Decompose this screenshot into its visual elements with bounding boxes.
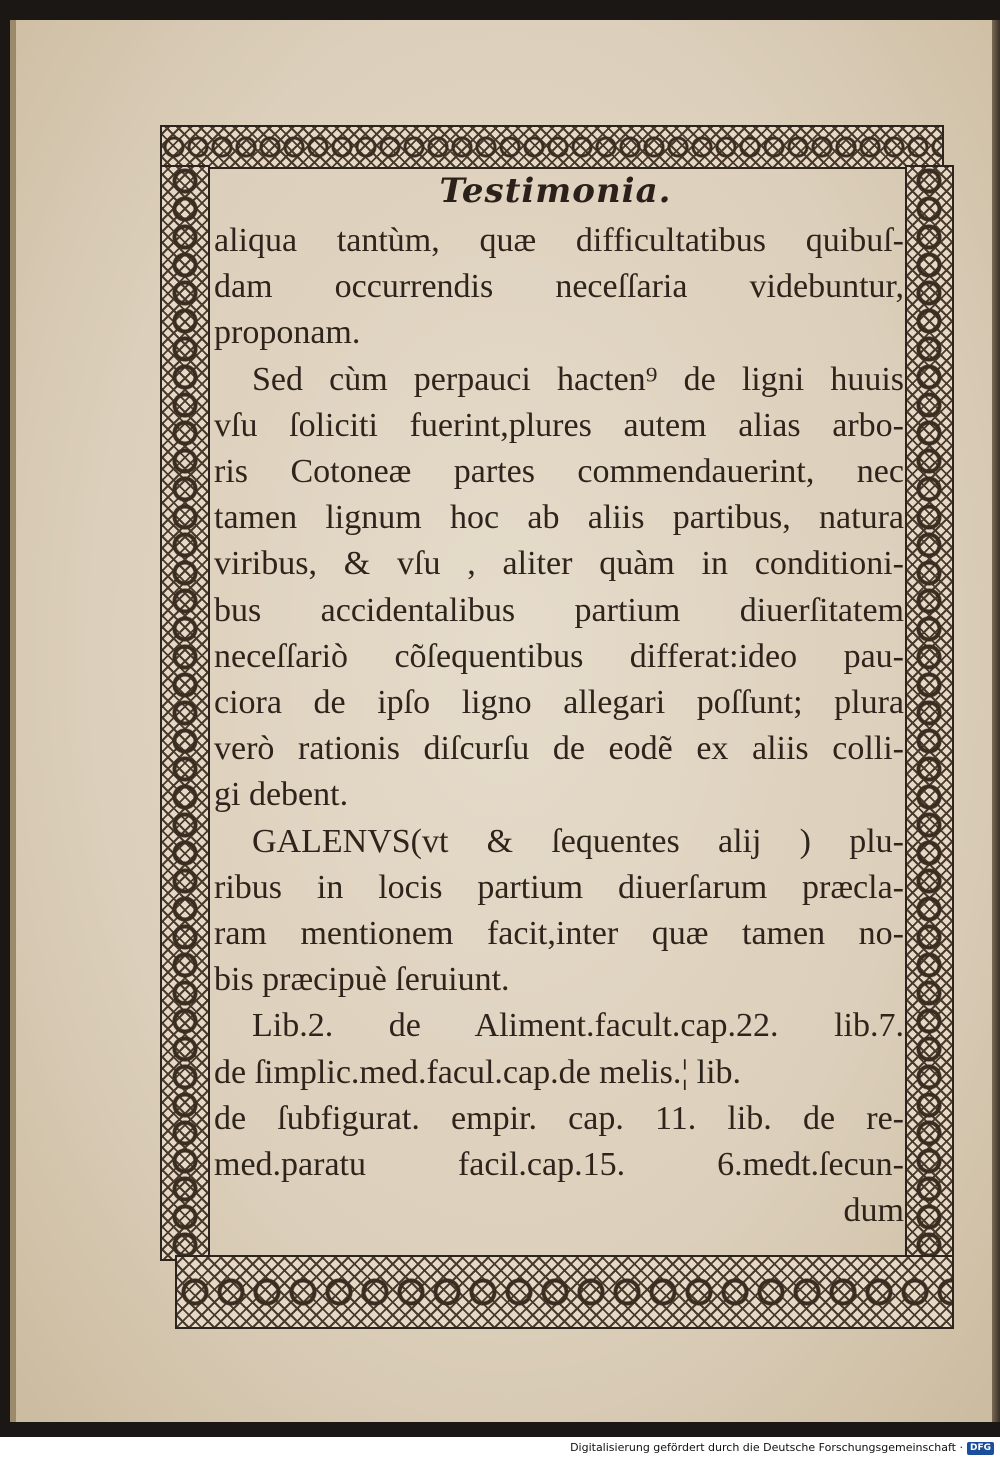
text-line: vſu ſoliciti fuerint,plures autem alias arbo- <box>214 406 904 444</box>
text-line: ribus in locis partium diuerſarum præcla- <box>214 868 904 906</box>
dfg-logo-icon: DFG <box>967 1442 994 1455</box>
ornamental-border-left <box>160 165 210 1261</box>
text-line: ciora de ipſo ligno allegari poſſunt; plura <box>214 684 904 722</box>
credit-text: Digitalisierung gefördert durch die Deutsche Forschungsgemeinschaft · <box>570 1441 963 1454</box>
text-line: ram mentionem facit,inter quæ tamen no- <box>214 915 904 953</box>
text-line: GALENVS(vt & ſequentes alij ) plu- <box>252 822 904 860</box>
text-line: bus accidentalibus partium diuerſitatem <box>214 591 904 629</box>
text-line: Lib.2. de Aliment.facult.cap.22. lib.7. <box>252 1007 904 1045</box>
text-line: med.paratu facil.cap.15. 6.medt.ſecun- <box>214 1146 904 1184</box>
ornamental-border-bottom <box>175 1255 954 1329</box>
text-line: viribus, & vſu , aliter quàm in conditioni- <box>214 545 904 583</box>
text-line: aliqua tantùm, quæ difficultatibus quibuſ- <box>214 222 904 259</box>
body-text <box>214 218 904 1234</box>
text-line: tamen lignum hoc ab aliis partibus, natura <box>214 499 904 537</box>
text-line: Sed cùm perpauci hacten⁹ de ligni huuis <box>252 360 904 398</box>
text-line: ris Cotoneæ partes commendauerint, nec <box>214 453 904 491</box>
text-line: verò rationis diſcurſu de eodẽ ex aliis colli- <box>214 730 904 768</box>
book-spine-edge <box>992 20 1000 1422</box>
ornamental-border-top <box>160 125 944 169</box>
text-line: dum <box>843 1192 904 1230</box>
text-line: neceſſariò cõſequentibus differat:ideo pau- <box>214 637 904 675</box>
text-line: gi debent. <box>214 776 349 814</box>
text-line: de ſubfigurat. empir. cap. 11. lib. de re- <box>214 1099 904 1137</box>
text-line: proponam. <box>214 314 361 352</box>
text-line: dam occurrendis neceſſaria videbuntur, <box>214 268 904 306</box>
digitization-credit-bar <box>0 1437 1000 1458</box>
ornamental-border-right <box>905 165 954 1261</box>
text-line: bis præcipuè ſeruiunt. <box>214 961 510 999</box>
text-line: de ſimplic.med.facul.cap.de melis.¦ lib. <box>214 1053 742 1091</box>
running-head: Testimonia. <box>439 171 672 211</box>
